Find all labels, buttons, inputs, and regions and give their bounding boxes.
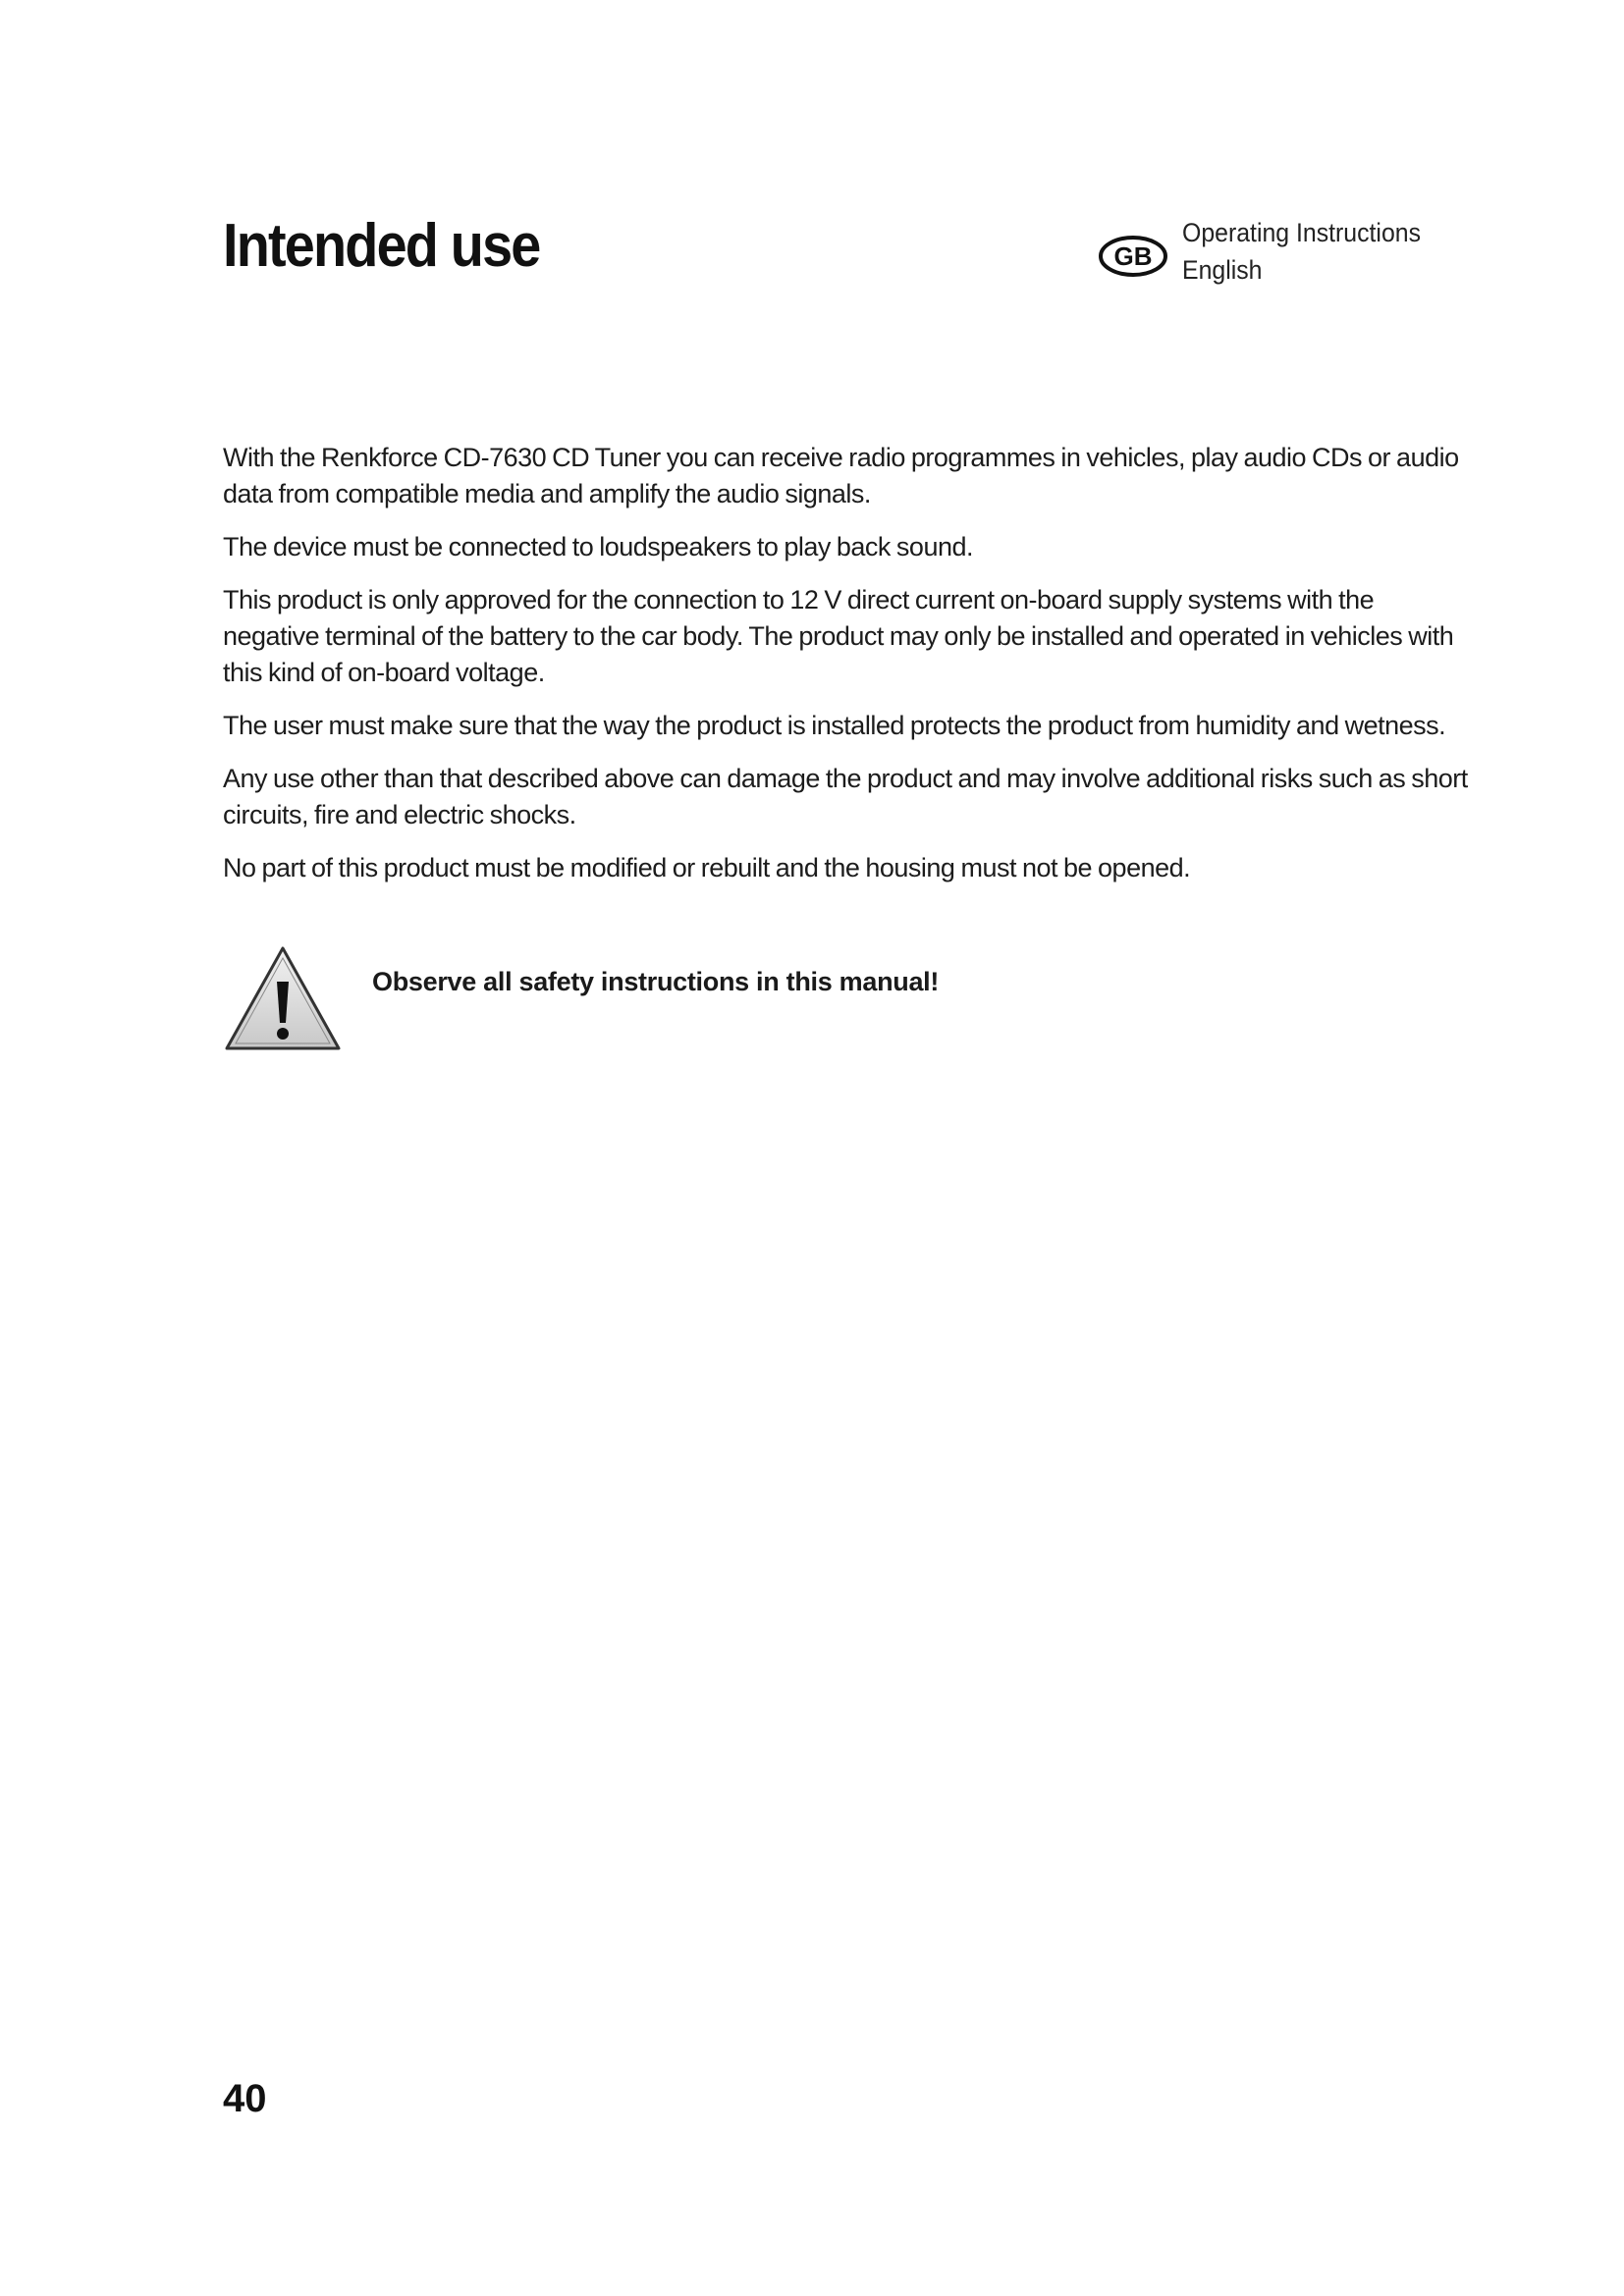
- paragraph: Any use other than that described above can damage the product and may involve additional risks such as short circuits, fire and electric shocks.: [223, 764, 1468, 829]
- page-title: Intended use: [223, 212, 540, 280]
- paragraph: With the Renkforce CD-7630 CD Tuner you can receive radio programmes in vehicles, play audio CDs or audio data from compatible media and amplify the audio signals.: [223, 443, 1459, 508]
- intended-use-body: [223, 440, 1475, 903]
- language-doc-type: Operating Instructions: [1182, 218, 1422, 247]
- safety-warning: [223, 944, 939, 1052]
- gb-badge-label: GB: [1113, 241, 1153, 271]
- warning-triangle-icon: [223, 944, 343, 1052]
- paragraph: No part of this product must be modified or rebuilt and the housing must not be opened.: [223, 853, 1191, 882]
- paragraph: This product is only approved for the connection to 12 V direct current on-board supply systems with the negative terminal of the battery to the car body. The product may only be installed and operated in vehicles with this kind of on-board voltage.: [223, 585, 1454, 687]
- warning-text: Observe all safety instructions in this manual!: [372, 967, 940, 996]
- paragraph: The user must make sure that the way the product is installed protects the product from humidity and wetness.: [223, 711, 1446, 740]
- page-number: 40: [223, 2077, 267, 2120]
- language-name: English: [1182, 255, 1263, 285]
- gb-country-badge-icon: [1098, 235, 1168, 278]
- language-label: [1182, 214, 1421, 289]
- language-indicator: [1098, 214, 1441, 289]
- paragraph: The device must be connected to loudspeakers to play back sound.: [223, 532, 973, 561]
